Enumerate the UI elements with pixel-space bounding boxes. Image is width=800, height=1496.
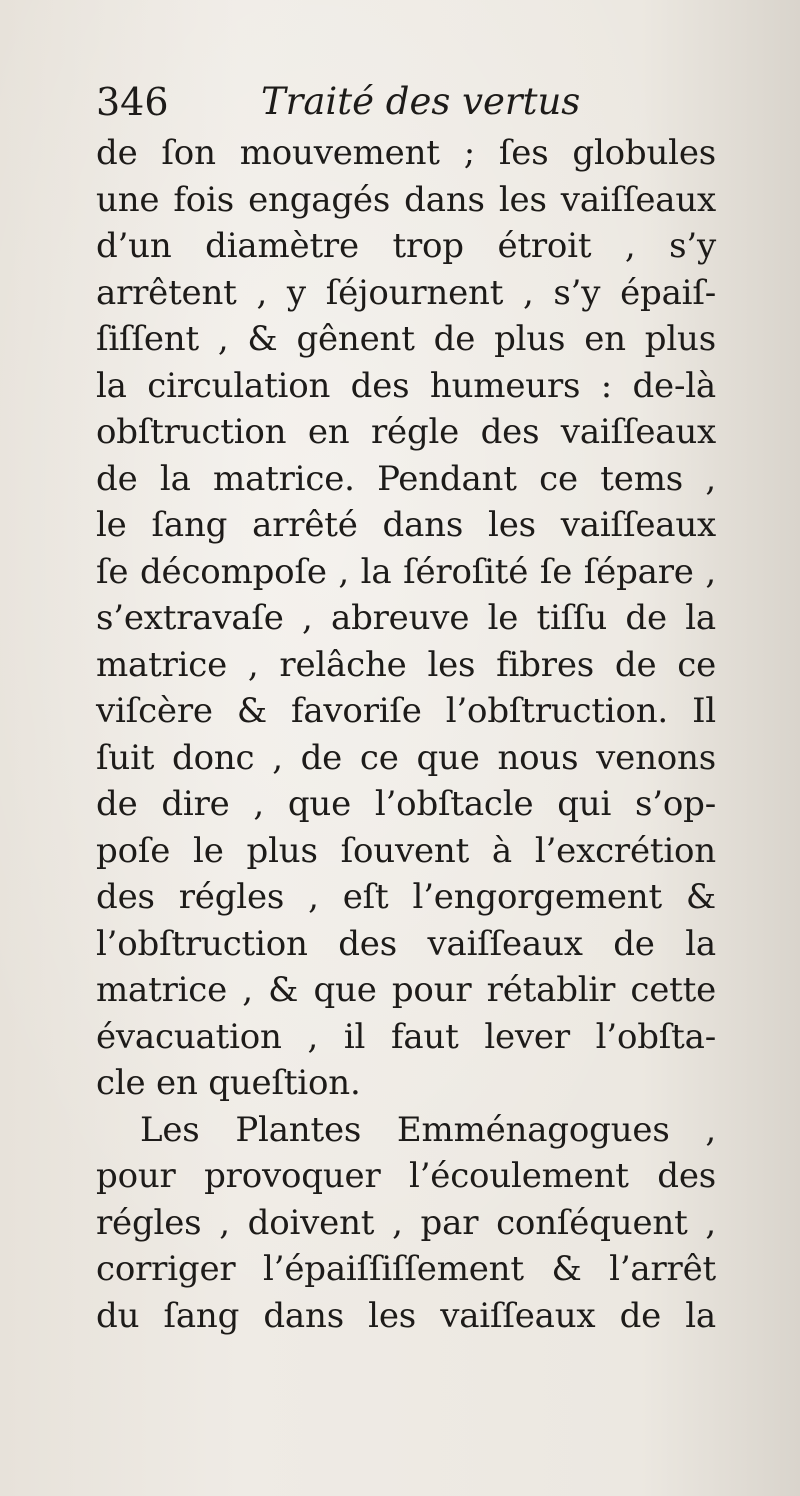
text-line: ſiſſent , & gênent de plus en plus <box>96 319 716 359</box>
body-text <box>96 130 716 1339</box>
text-line: la circulation des humeurs : de-là <box>96 365 716 406</box>
text-line: ſe décompoſe , la ſéroſité ſe ſépare , <box>96 551 716 592</box>
text-line: de la matrice. Pendant ce tems , <box>96 458 716 499</box>
paragraph-1 <box>96 130 716 1107</box>
text-line: l’obſtruction des vaiſſeaux de la <box>96 923 716 964</box>
text-line: Les Plantes Emménagogues , <box>140 1109 716 1150</box>
text-line: une fois engagés dans les vaiſſeaux <box>96 179 716 220</box>
text-line: arrêtent , y ſéjournent , s’y épaiſ- <box>96 272 716 313</box>
page-header <box>96 72 736 132</box>
page-number: 346 <box>96 80 169 124</box>
running-title: Traité des vertus <box>261 80 581 123</box>
text-line: s’extravaſe , abreuve le tiſſu de la <box>96 598 716 638</box>
text-line: de ſon mouvement ; ſes globules <box>96 133 716 173</box>
paragraph-2 <box>96 1107 716 1340</box>
text-line: pour provoquer l’écoulement des <box>96 1156 716 1196</box>
text-line: de dire , que l’obſtacle qui s’op- <box>96 784 716 824</box>
text-line: matrice , & que pour rétablir cette <box>96 970 716 1010</box>
text-line: ſuit donc , de ce que nous venons <box>96 737 716 778</box>
text-line: corriger l’épaiſſiſſement & l’arrêt <box>96 1249 716 1289</box>
text-line: le ſang arrêté dans les vaiſſeaux <box>96 505 716 545</box>
text-line: du ſang dans les vaiſſeaux de la <box>96 1295 716 1336</box>
text-line: évacuation , il faut lever l’obſta- <box>96 1016 716 1057</box>
text-line: régles , doivent , par conſéquent , <box>96 1202 716 1243</box>
text-line: cle en queſtion. <box>96 1063 361 1103</box>
text-line: matrice , relâche les fibres de ce <box>96 644 716 685</box>
text-line: des régles , eſt l’engorgement & <box>96 877 716 917</box>
text-line: obſtruction en régle des vaiſſeaux <box>96 412 716 452</box>
text-line: d’un diamètre trop étroit , s’y <box>96 226 716 266</box>
text-line: viſcère & favoriſe l’obſtruction. Il <box>96 691 716 731</box>
text-line: poſe le plus ſouvent à l’excrétion <box>96 830 716 871</box>
